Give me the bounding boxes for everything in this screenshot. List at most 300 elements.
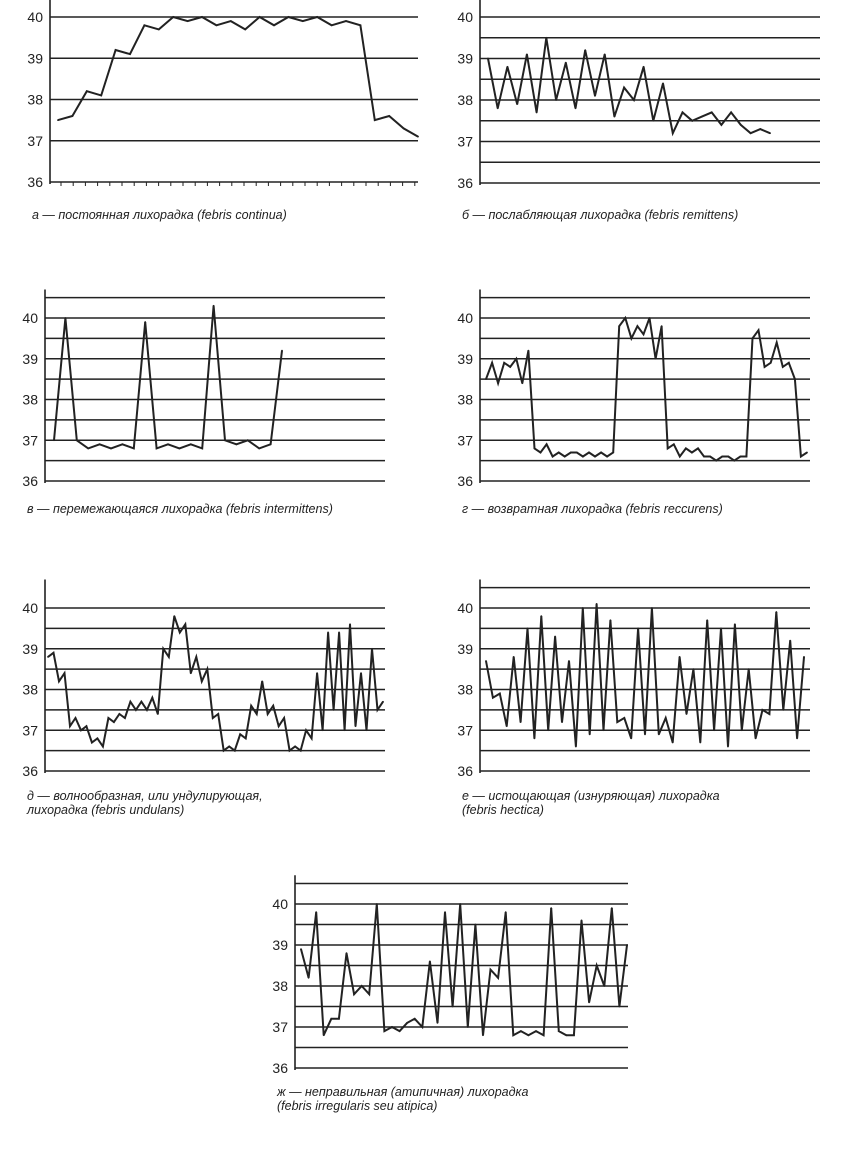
y-tick-label: 40 bbox=[27, 9, 43, 25]
data-point bbox=[800, 456, 802, 458]
data-point bbox=[558, 1030, 560, 1032]
y-tick-label: 40 bbox=[272, 896, 288, 912]
data-point bbox=[662, 83, 664, 85]
data-point bbox=[616, 721, 618, 723]
data-point bbox=[288, 16, 290, 18]
data-point bbox=[623, 717, 625, 719]
data-point bbox=[527, 350, 529, 352]
data-point bbox=[69, 725, 71, 727]
data-point bbox=[135, 709, 137, 711]
data-point bbox=[371, 648, 373, 650]
y-tick-label: 36 bbox=[272, 1060, 288, 1076]
data-point bbox=[289, 750, 291, 752]
data-point bbox=[506, 725, 508, 727]
data-point bbox=[223, 750, 225, 752]
data-point bbox=[788, 362, 790, 364]
data-point bbox=[682, 112, 684, 114]
data-point bbox=[673, 443, 675, 445]
y-tick-label: 38 bbox=[457, 681, 473, 698]
data-point bbox=[516, 103, 518, 105]
data-point bbox=[316, 672, 318, 674]
data-point bbox=[64, 672, 66, 674]
data-point bbox=[713, 729, 715, 731]
data-point bbox=[444, 911, 446, 913]
data-point bbox=[216, 24, 218, 26]
y-tick-label: 40 bbox=[457, 9, 473, 25]
data-point bbox=[637, 627, 639, 629]
y-tick-label: 36 bbox=[457, 763, 473, 779]
data-point bbox=[353, 993, 355, 995]
data-point bbox=[259, 16, 261, 18]
y-tick-label: 39 bbox=[457, 50, 473, 67]
data-point bbox=[581, 920, 583, 922]
y-tick-label: 37 bbox=[22, 432, 38, 449]
data-point bbox=[727, 456, 729, 458]
data-point bbox=[122, 443, 124, 445]
y-tick-label: 39 bbox=[27, 50, 43, 67]
data-point bbox=[144, 321, 146, 323]
data-point bbox=[491, 362, 493, 364]
data-point bbox=[388, 115, 390, 117]
data-point bbox=[715, 460, 717, 462]
data-point bbox=[157, 713, 159, 715]
data-point bbox=[417, 136, 419, 138]
data-point bbox=[349, 623, 351, 625]
data-point bbox=[118, 713, 120, 715]
data-point bbox=[490, 969, 492, 971]
data-point bbox=[594, 456, 596, 458]
data-point bbox=[697, 448, 699, 450]
y-tick-label: 38 bbox=[22, 391, 38, 408]
data-point bbox=[619, 1006, 621, 1008]
data-point bbox=[258, 448, 260, 450]
data-point bbox=[630, 738, 632, 740]
data-point bbox=[520, 1030, 522, 1032]
data-point bbox=[775, 611, 777, 613]
data-point bbox=[173, 615, 175, 617]
data-point bbox=[543, 1034, 545, 1036]
data-point bbox=[144, 24, 146, 26]
data-point bbox=[769, 713, 771, 715]
data-point bbox=[124, 717, 126, 719]
data-point bbox=[552, 456, 554, 458]
y-tick-label: 36 bbox=[457, 473, 473, 489]
data-point bbox=[281, 350, 283, 352]
data-point bbox=[212, 717, 214, 719]
data-point bbox=[776, 342, 778, 344]
data-point bbox=[570, 452, 572, 454]
data-point bbox=[727, 746, 729, 748]
data-point bbox=[399, 1030, 401, 1032]
data-point bbox=[377, 709, 379, 711]
y-tick-label: 38 bbox=[22, 681, 38, 698]
data-point bbox=[308, 977, 310, 979]
data-point bbox=[100, 94, 102, 96]
data-point bbox=[316, 16, 318, 18]
data-point bbox=[649, 317, 651, 319]
data-point bbox=[315, 911, 317, 913]
data-point bbox=[626, 944, 628, 946]
data-point bbox=[322, 729, 324, 731]
data-point bbox=[497, 977, 499, 979]
data-point bbox=[65, 317, 67, 319]
data-point bbox=[273, 24, 275, 26]
chart-caption: лихорадка (febris undulans) bbox=[27, 803, 185, 817]
data-point bbox=[606, 456, 608, 458]
data-point bbox=[644, 733, 646, 735]
data-point bbox=[311, 738, 313, 740]
data-point bbox=[720, 627, 722, 629]
data-point bbox=[474, 924, 476, 926]
data-point bbox=[584, 49, 586, 51]
data-point bbox=[630, 337, 632, 339]
data-point bbox=[600, 452, 602, 454]
data-point bbox=[110, 448, 112, 450]
data-point bbox=[437, 1022, 439, 1024]
data-point bbox=[540, 452, 542, 454]
data-point bbox=[97, 738, 99, 740]
data-point bbox=[256, 713, 258, 715]
chart-caption: б — послабляющая лихорадка (febris remittens) bbox=[462, 208, 739, 222]
data-point bbox=[545, 37, 547, 39]
data-point bbox=[611, 907, 613, 909]
temperature-line bbox=[486, 604, 804, 747]
data-point bbox=[267, 713, 269, 715]
data-point bbox=[230, 20, 232, 22]
data-point bbox=[651, 607, 653, 609]
data-point bbox=[172, 16, 174, 18]
data-point bbox=[759, 128, 761, 130]
data-point bbox=[91, 742, 93, 744]
data-point bbox=[206, 668, 208, 670]
chart-d bbox=[22, 579, 385, 817]
data-point bbox=[565, 1034, 567, 1036]
data-point bbox=[190, 672, 192, 674]
data-point bbox=[201, 16, 203, 18]
y-tick-label: 37 bbox=[457, 133, 473, 150]
y-tick-label: 40 bbox=[457, 310, 473, 326]
temperature-line bbox=[486, 318, 807, 461]
data-point bbox=[344, 729, 346, 731]
data-point bbox=[655, 358, 657, 360]
data-point bbox=[711, 112, 713, 114]
data-point bbox=[497, 107, 499, 109]
data-point bbox=[113, 721, 115, 723]
y-tick-label: 39 bbox=[22, 350, 38, 367]
data-point bbox=[503, 362, 505, 364]
temperature-line bbox=[301, 904, 627, 1035]
data-point bbox=[782, 709, 784, 711]
data-point bbox=[499, 693, 501, 695]
data-point bbox=[158, 28, 160, 30]
data-point bbox=[643, 66, 645, 68]
data-point bbox=[346, 952, 348, 954]
data-point bbox=[53, 652, 55, 654]
data-point bbox=[741, 729, 743, 731]
data-point bbox=[528, 1034, 530, 1036]
data-point bbox=[487, 58, 489, 60]
data-point bbox=[691, 120, 693, 122]
data-point bbox=[452, 1006, 454, 1008]
data-point bbox=[360, 672, 362, 674]
data-point bbox=[685, 448, 687, 450]
temperature-line bbox=[488, 38, 770, 133]
data-point bbox=[796, 738, 798, 740]
data-point bbox=[272, 705, 274, 707]
data-point bbox=[361, 985, 363, 987]
data-point bbox=[527, 627, 529, 629]
data-point bbox=[115, 49, 117, 51]
data-point bbox=[739, 456, 741, 458]
data-point bbox=[565, 62, 567, 64]
data-point bbox=[535, 1030, 537, 1032]
data-point bbox=[368, 993, 370, 995]
y-tick-label: 39 bbox=[22, 640, 38, 657]
data-point bbox=[383, 1030, 385, 1032]
data-point bbox=[156, 448, 158, 450]
data-point bbox=[179, 448, 181, 450]
y-tick-label: 39 bbox=[272, 937, 288, 953]
y-tick-label: 37 bbox=[27, 132, 43, 149]
data-point bbox=[146, 709, 148, 711]
data-point bbox=[234, 750, 236, 752]
data-point bbox=[283, 717, 285, 719]
data-point bbox=[403, 127, 405, 129]
data-point bbox=[748, 668, 750, 670]
data-point bbox=[129, 53, 131, 55]
y-tick-label: 38 bbox=[457, 391, 473, 408]
data-point bbox=[691, 452, 693, 454]
data-point bbox=[80, 729, 82, 731]
data-point bbox=[75, 717, 77, 719]
data-point bbox=[672, 132, 674, 134]
data-point bbox=[366, 729, 368, 731]
chart-caption: г — возвратная лихорадка (febris reccurens) bbox=[462, 502, 723, 516]
data-point bbox=[610, 619, 612, 621]
data-point bbox=[338, 632, 340, 634]
data-point bbox=[709, 456, 711, 458]
data-point bbox=[133, 448, 135, 450]
data-point bbox=[582, 456, 584, 458]
data-point bbox=[603, 729, 605, 731]
data-point bbox=[667, 448, 669, 450]
data-point bbox=[294, 746, 296, 748]
data-point bbox=[224, 439, 226, 441]
y-tick-label: 36 bbox=[22, 473, 38, 489]
y-tick-label: 38 bbox=[27, 91, 43, 108]
data-point bbox=[485, 378, 487, 380]
data-point bbox=[554, 636, 556, 638]
data-point bbox=[679, 456, 681, 458]
y-tick-label: 36 bbox=[457, 175, 473, 191]
data-point bbox=[568, 660, 570, 662]
data-point bbox=[721, 456, 723, 458]
data-point bbox=[201, 448, 203, 450]
data-point bbox=[750, 132, 752, 134]
y-tick-label: 40 bbox=[22, 310, 38, 326]
data-point bbox=[806, 452, 808, 454]
data-point bbox=[360, 24, 362, 26]
data-point bbox=[618, 325, 620, 327]
chart-caption: е — истощающая (изнуряющая) лихорадка bbox=[462, 789, 720, 803]
data-point bbox=[589, 733, 591, 735]
chart-a bbox=[27, 0, 418, 222]
data-point bbox=[604, 53, 606, 55]
data-point bbox=[53, 439, 55, 441]
data-point bbox=[575, 107, 577, 109]
y-tick-label: 37 bbox=[22, 722, 38, 739]
data-point bbox=[746, 456, 748, 458]
data-point bbox=[547, 729, 549, 731]
data-point bbox=[794, 378, 796, 380]
data-point bbox=[533, 738, 535, 740]
data-point bbox=[300, 948, 302, 950]
data-point bbox=[734, 623, 736, 625]
data-point bbox=[305, 729, 307, 731]
data-point bbox=[770, 362, 772, 364]
data-point bbox=[250, 705, 252, 707]
y-tick-label: 36 bbox=[22, 763, 38, 779]
data-point bbox=[302, 20, 304, 22]
data-point bbox=[129, 701, 131, 703]
data-point bbox=[406, 1022, 408, 1024]
data-point bbox=[497, 382, 499, 384]
y-tick-label: 36 bbox=[27, 174, 43, 190]
data-point bbox=[665, 717, 667, 719]
data-point bbox=[108, 717, 110, 719]
data-point bbox=[603, 985, 605, 987]
data-point bbox=[588, 1002, 590, 1004]
data-point bbox=[752, 337, 754, 339]
data-point bbox=[661, 325, 663, 327]
y-tick-label: 38 bbox=[272, 978, 288, 994]
data-point bbox=[201, 680, 203, 682]
data-point bbox=[72, 115, 74, 117]
chart-caption: (febris hectica) bbox=[462, 803, 544, 817]
data-point bbox=[575, 746, 577, 748]
data-point bbox=[217, 713, 219, 715]
data-point bbox=[261, 680, 263, 682]
data-point bbox=[699, 742, 701, 744]
data-point bbox=[330, 1018, 332, 1020]
data-point bbox=[167, 443, 169, 445]
data-point bbox=[624, 317, 626, 319]
data-point bbox=[614, 116, 616, 118]
data-point bbox=[623, 87, 625, 89]
data-point bbox=[184, 623, 186, 625]
data-point bbox=[789, 640, 791, 642]
data-point bbox=[492, 697, 494, 699]
data-point bbox=[429, 961, 431, 963]
y-tick-label: 40 bbox=[457, 600, 473, 616]
data-point bbox=[720, 124, 722, 126]
data-point bbox=[140, 701, 142, 703]
data-point bbox=[382, 701, 384, 703]
data-point bbox=[534, 448, 536, 450]
data-point bbox=[162, 648, 164, 650]
data-point bbox=[338, 1018, 340, 1020]
data-point bbox=[86, 725, 88, 727]
chart-b bbox=[457, 0, 820, 222]
data-point bbox=[637, 325, 639, 327]
data-point bbox=[323, 1034, 325, 1036]
data-point bbox=[612, 452, 614, 454]
data-point bbox=[391, 1026, 393, 1028]
data-point bbox=[596, 603, 598, 605]
data-point bbox=[99, 443, 101, 445]
data-point bbox=[195, 656, 197, 658]
data-point bbox=[588, 452, 590, 454]
chart-zh bbox=[272, 875, 628, 1113]
data-point bbox=[633, 99, 635, 101]
data-point bbox=[414, 1018, 416, 1020]
data-point bbox=[513, 656, 515, 658]
chart-caption: д — волнообразная, или ундулирующая, bbox=[27, 789, 263, 803]
data-point bbox=[327, 632, 329, 634]
data-point bbox=[331, 24, 333, 26]
data-point bbox=[355, 725, 357, 727]
data-point bbox=[270, 443, 272, 445]
data-point bbox=[239, 733, 241, 735]
data-point bbox=[57, 119, 59, 121]
data-point bbox=[333, 709, 335, 711]
data-point bbox=[546, 443, 548, 445]
data-point bbox=[421, 1026, 423, 1028]
data-point bbox=[803, 656, 805, 658]
data-point bbox=[703, 456, 705, 458]
data-point bbox=[47, 656, 49, 658]
chart-e bbox=[457, 579, 810, 817]
data-point bbox=[758, 329, 760, 331]
chart-v bbox=[22, 289, 385, 516]
y-tick-label: 39 bbox=[457, 640, 473, 657]
data-point bbox=[244, 28, 246, 30]
y-tick-label: 39 bbox=[457, 350, 473, 367]
data-point bbox=[573, 1034, 575, 1036]
data-point bbox=[733, 460, 735, 462]
data-point bbox=[782, 366, 784, 368]
data-point bbox=[76, 439, 78, 441]
chart-caption: а — постоянная лихорадка (febris continua) bbox=[32, 208, 287, 222]
data-point bbox=[482, 1034, 484, 1036]
data-point bbox=[245, 738, 247, 740]
data-point bbox=[187, 20, 189, 22]
data-point bbox=[536, 112, 538, 114]
data-point bbox=[643, 333, 645, 335]
data-point bbox=[512, 1034, 514, 1036]
data-point bbox=[87, 448, 89, 450]
data-point bbox=[582, 607, 584, 609]
temperature-line bbox=[54, 306, 282, 449]
data-point bbox=[564, 456, 566, 458]
data-point bbox=[594, 95, 596, 97]
chart-caption: (febris irregularis seu atipica) bbox=[277, 1099, 438, 1113]
data-point bbox=[764, 366, 766, 368]
data-point bbox=[151, 697, 153, 699]
data-point bbox=[102, 746, 104, 748]
data-point bbox=[278, 725, 280, 727]
data-point bbox=[576, 452, 578, 454]
data-point bbox=[228, 746, 230, 748]
data-point bbox=[769, 132, 771, 134]
data-point bbox=[555, 99, 557, 101]
data-point bbox=[247, 439, 249, 441]
y-tick-label: 40 bbox=[22, 600, 38, 616]
data-point bbox=[558, 452, 560, 454]
data-point bbox=[762, 709, 764, 711]
data-point bbox=[374, 119, 376, 121]
y-tick-label: 37 bbox=[272, 1019, 288, 1035]
